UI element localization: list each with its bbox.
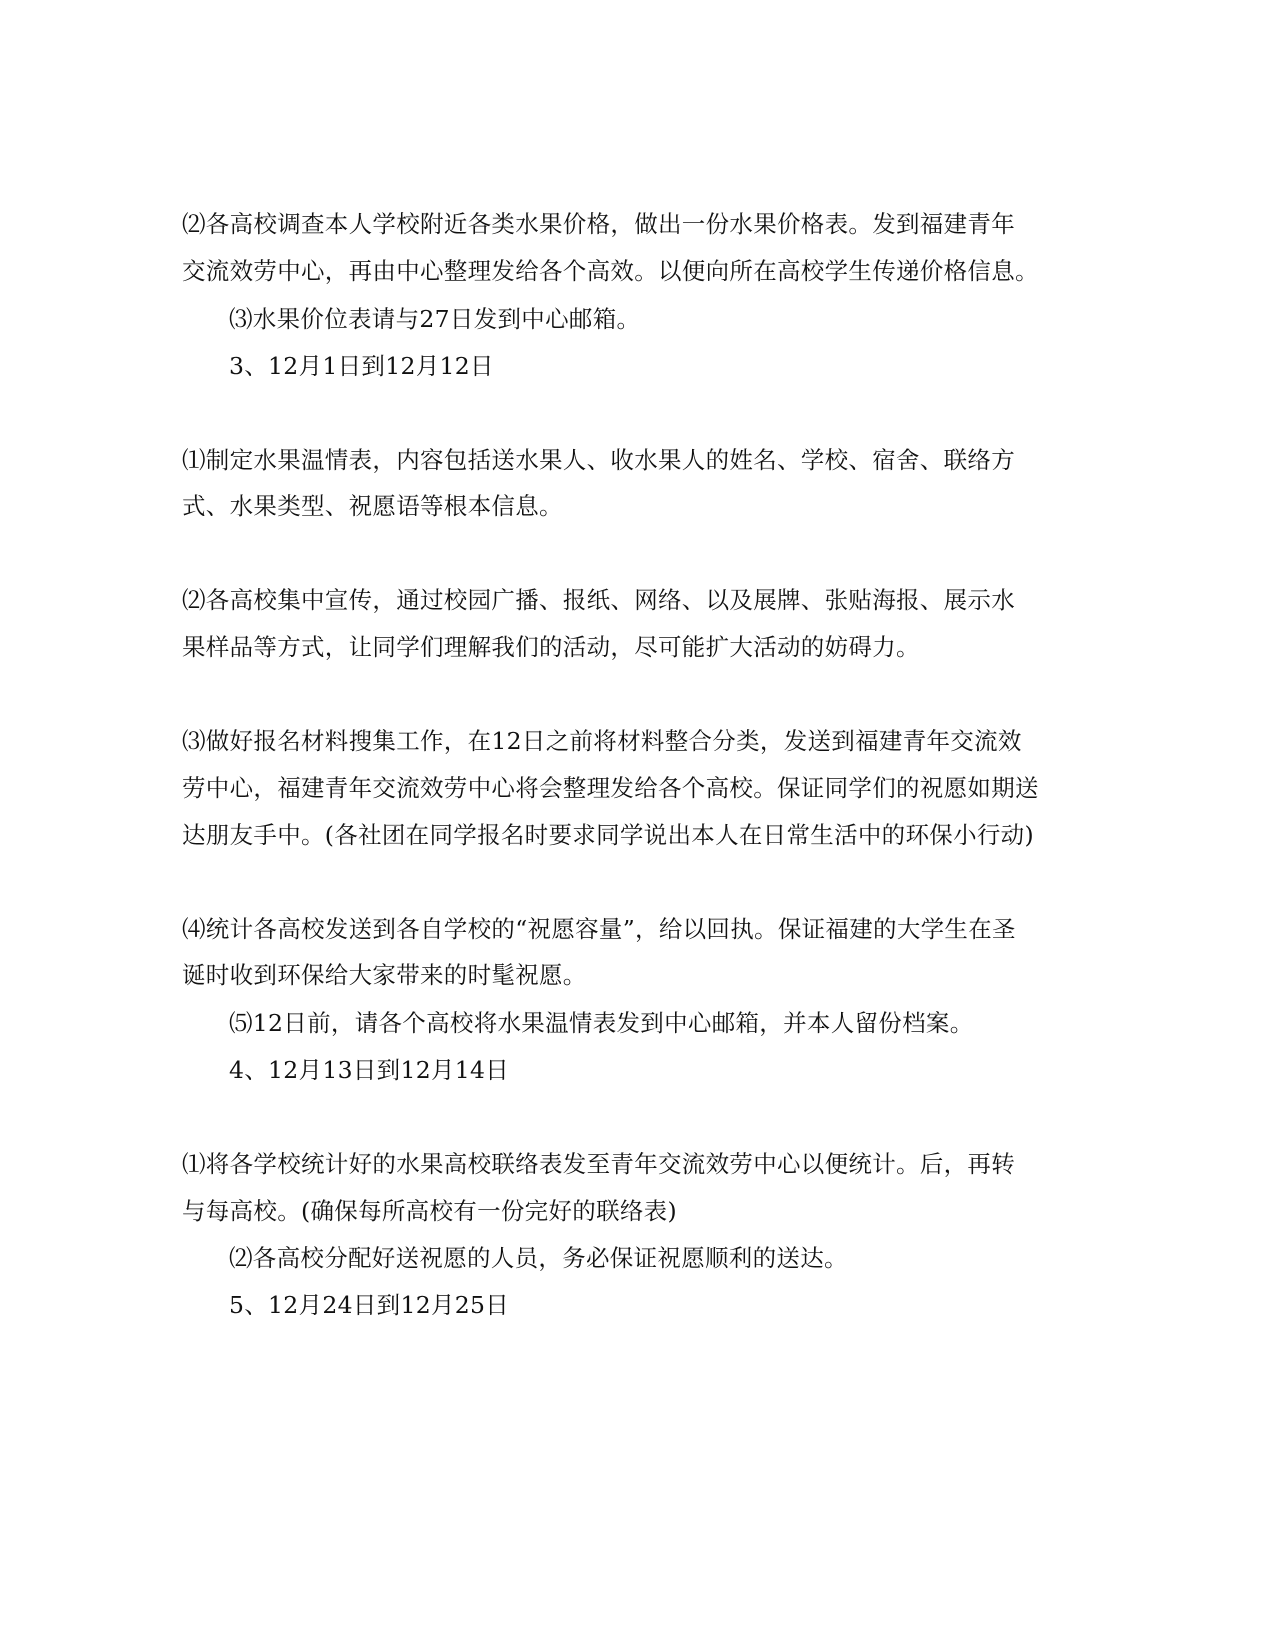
paragraph-line: 劳中心，福建青年交流效劳中心将会整理发给各个高校。保证同学们的祝愿如期送 — [182, 774, 1039, 802]
paragraph-line: 诞时收到环保给大家带来的时髦祝愿。 — [182, 961, 587, 989]
paragraph-line: ⑴将各学校统计好的水果高校联络表发至青年交流效劳中心以便统计。后，再转 — [182, 1150, 1015, 1178]
paragraph-line: ⑵各高校调查本人学校附近各类水果价格，做出一份水果价格表。发到福建青年 — [182, 210, 1015, 238]
paragraph-line: 果样品等方式，让同学们理解我们的活动，尽可能扩大活动的妨碍力。 — [182, 633, 920, 661]
paragraph-line: 与每高校。(确保每所高校有一份完好的联络表) — [182, 1197, 677, 1225]
section-heading: 3、12月1日到12月12日 — [229, 352, 494, 380]
paragraph-line: ⑷统计各高校发送到各自学校的“祝愿容量”，给以回执。保证福建的大学生在圣 — [182, 915, 1016, 943]
section-heading: 4、12月13日到12月14日 — [229, 1056, 510, 1084]
section-heading: 5、12月24日到12月25日 — [229, 1291, 510, 1319]
paragraph-line: 式、水果类型、祝愿语等根本信息。 — [182, 492, 563, 520]
paragraph-line: ⑴制定水果温情表，内容包括送水果人、收水果人的姓名、学校、宿舍、联络方 — [182, 446, 1015, 474]
paragraph-line: 交流效劳中心，再由中心整理发给各个高效。以便向所在高校学生传递价格信息。 — [182, 257, 1039, 285]
paragraph-line: ⑶做好报名材料搜集工作，在12日之前将材料整合分类，发送到福建青年交流效 — [182, 727, 1022, 755]
paragraph-line: ⑵各高校集中宣传，通过校园广播、报纸、网络、以及展牌、张贴海报、展示水 — [182, 586, 1015, 614]
paragraph-line: 达朋友手中。(各社团在同学报名时要求同学说出本人在日常生活中的环保小行动) — [182, 821, 1034, 849]
paragraph-line: ⑵各高校分配好送祝愿的人员，务必保证祝愿顺利的送达。 — [229, 1244, 848, 1272]
paragraph-line: ⑶水果价位表请与27日发到中心邮箱。 — [229, 305, 641, 333]
paragraph-line: ⑸12日前，请各个高校将水果温情表发到中心邮箱，并本人留份档案。 — [229, 1009, 974, 1037]
